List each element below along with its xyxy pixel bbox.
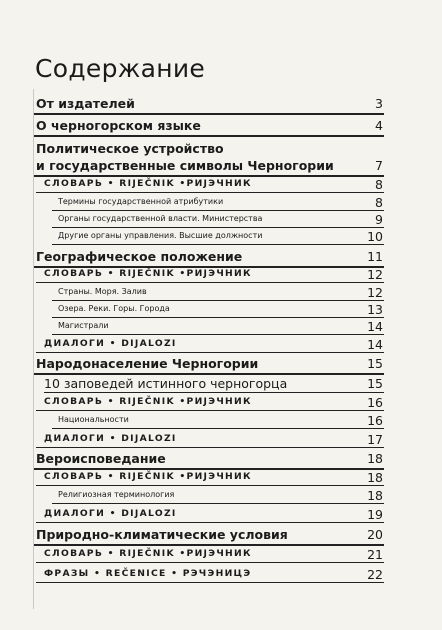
entry-underline (36, 485, 384, 486)
margin-line (33, 89, 34, 609)
entry-title: ДИАЛОГИ • DIJALOZI (44, 433, 177, 444)
entry-title: ФРАЗЫ • REČENICE • РЭЧЭНИЦЭ (44, 568, 252, 579)
entry-page-number: 12 (367, 285, 383, 300)
entry-underline (44, 392, 384, 393)
entry-page-number: 16 (367, 395, 383, 410)
entry-title: Народонаселение Черногории (36, 356, 259, 371)
entry-underline (52, 227, 384, 228)
entry-title: СЛОВАРЬ • RIJEČNIK •РИЈЭЧНИК (44, 548, 252, 559)
entry-page-number: 12 (367, 267, 383, 282)
entry-underline (34, 373, 384, 375)
entry-page-number: 20 (367, 527, 383, 542)
entry-title: СЛОВАРЬ • RIJEČNIK •РИЈЭЧНИК (44, 396, 252, 407)
entry-title: Другие органы управления. Высшие должности (58, 231, 263, 240)
entry-title: Политическое устройство (36, 141, 224, 156)
entry-page-number: 15 (367, 356, 383, 371)
entry-underline (52, 428, 384, 429)
entry-page-number: 15 (367, 376, 383, 391)
entry-title: От издателей (36, 96, 135, 111)
entry-underline (52, 210, 384, 211)
entry-underline (52, 300, 384, 301)
entry-page-number: 14 (367, 319, 383, 334)
entry-title: ДИАЛОГИ • DIJALOZI (44, 508, 177, 519)
entry-page-number: 4 (375, 118, 383, 133)
entry-page-number: 18 (367, 488, 383, 503)
entry-underline (34, 113, 384, 115)
entry-underline (52, 317, 384, 318)
entry-underline (36, 562, 384, 563)
entry-page-number: 19 (367, 507, 383, 522)
entry-title: Природно-климатические условия (36, 527, 288, 542)
entry-underline (34, 135, 384, 137)
entry-page-number: 21 (367, 547, 383, 562)
entry-underline (36, 192, 384, 193)
entry-page-number: 9 (375, 212, 383, 227)
entry-underline (34, 544, 384, 546)
entry-page-number: 8 (375, 195, 383, 210)
entry-underline (52, 334, 384, 335)
entry-page-number: 3 (375, 96, 383, 111)
entry-page-number: 7 (375, 158, 383, 173)
entry-underline (36, 447, 384, 448)
entry-title: Органы государственной власти. Министерства (58, 214, 263, 223)
entry-title: О черногорском языке (36, 118, 201, 133)
entry-underline (36, 522, 384, 523)
entry-title: 10 заповедей истинного черногорца (44, 376, 288, 391)
entry-underline (34, 175, 384, 177)
entry-title: Магистрали (58, 321, 109, 330)
entry-underline (52, 503, 384, 504)
entry-page-number: 17 (367, 432, 383, 447)
entry-page-number: 18 (367, 470, 383, 485)
entry-page-number: 10 (367, 229, 383, 244)
entry-title: и государственные символы Черногории (36, 158, 334, 173)
entry-title: Религиозная терминология (58, 490, 175, 499)
entry-title: Озера. Реки. Горы. Города (58, 304, 170, 313)
entry-page-number: 16 (367, 413, 383, 428)
entry-page-number: 8 (375, 177, 383, 192)
entry-page-number: 18 (367, 451, 383, 466)
entry-underline (36, 410, 384, 411)
entry-underline (36, 582, 384, 583)
entry-underline (52, 244, 384, 245)
entry-title: Термины государственной атрибутики (58, 197, 224, 206)
entry-title: СЛОВАРЬ • RIJEČNIK •РИЈЭЧНИК (44, 268, 252, 279)
entry-title: СЛОВАРЬ • RIJEČNIK •РИЈЭЧНИК (44, 471, 252, 482)
entry-title: Национальности (58, 415, 129, 424)
entry-underline (34, 468, 384, 470)
entry-title: Страны. Моря. Залив (58, 287, 147, 296)
entry-underline (36, 352, 384, 353)
entry-page-number: 11 (367, 249, 383, 264)
entry-page-number: 13 (367, 302, 383, 317)
entry-page-number: 22 (367, 567, 383, 582)
entry-title: Географическое положение (36, 249, 243, 264)
entry-title: Вероисповедание (36, 451, 166, 466)
entry-page-number: 14 (367, 337, 383, 352)
entry-title: ДИАЛОГИ • DIJALOZI (44, 338, 177, 349)
page-title: Содержание (35, 54, 206, 83)
entry-title: СЛОВАРЬ • RIJEČNIK •РИЈЭЧНИК (44, 178, 252, 189)
entry-underline (36, 282, 384, 283)
